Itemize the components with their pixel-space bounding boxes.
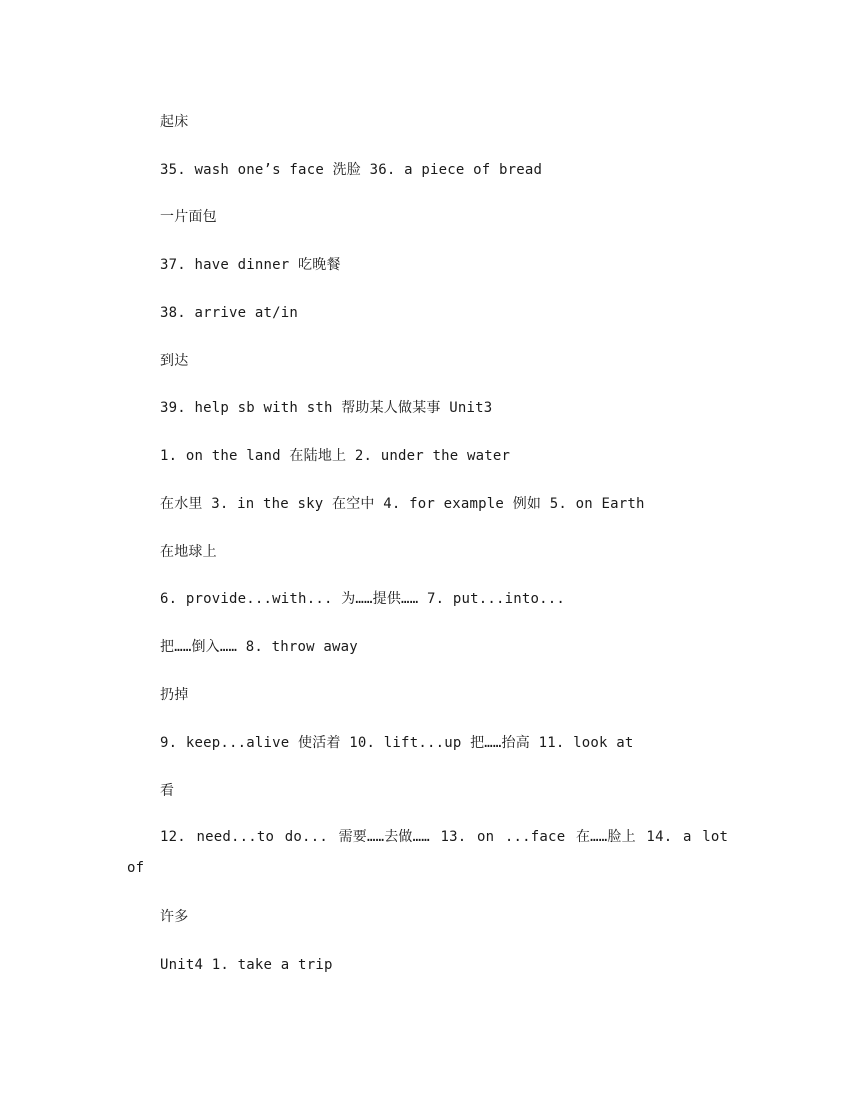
text-line: 在水里 3. in the sky 在空中 4. for example 例如 5. on Earth — [160, 496, 645, 512]
text-line: 1. on the land 在陆地上 2. under the water — [160, 448, 511, 464]
text-line: Unit4 1. take a trip — [160, 957, 333, 973]
text-line-wrapped: 12. need...to do... 需要……去做…… 13. on ...face 在……脸上 14. a lot of — [127, 829, 729, 876]
text-line: 一片面包 — [160, 209, 217, 225]
text-line: 39. help sb with sth 帮助某人做某事 Unit3 — [160, 400, 493, 416]
text-line: 9. keep...alive 使活着 10. lift...up 把……抬高 11. look at — [160, 735, 634, 751]
text-line: 35. wash one’s face 洗脸 36. a piece of bread — [160, 162, 543, 178]
text-line: 扔掉 — [160, 687, 189, 703]
text-line: 在地球上 — [160, 544, 217, 560]
text-line: 到达 — [160, 353, 189, 369]
text-line: 看 — [160, 783, 175, 799]
text-line: 38. arrive at/in — [160, 305, 299, 321]
text-line: 37. have dinner 吃晚餐 — [160, 257, 341, 273]
text-line: 6. provide...with... 为……提供…… 7. put...into... — [160, 591, 566, 607]
text-line: 起床 — [160, 114, 189, 130]
text-line: 把……倒入…… 8. throw away — [160, 639, 358, 655]
text-line: 许多 — [160, 909, 189, 925]
